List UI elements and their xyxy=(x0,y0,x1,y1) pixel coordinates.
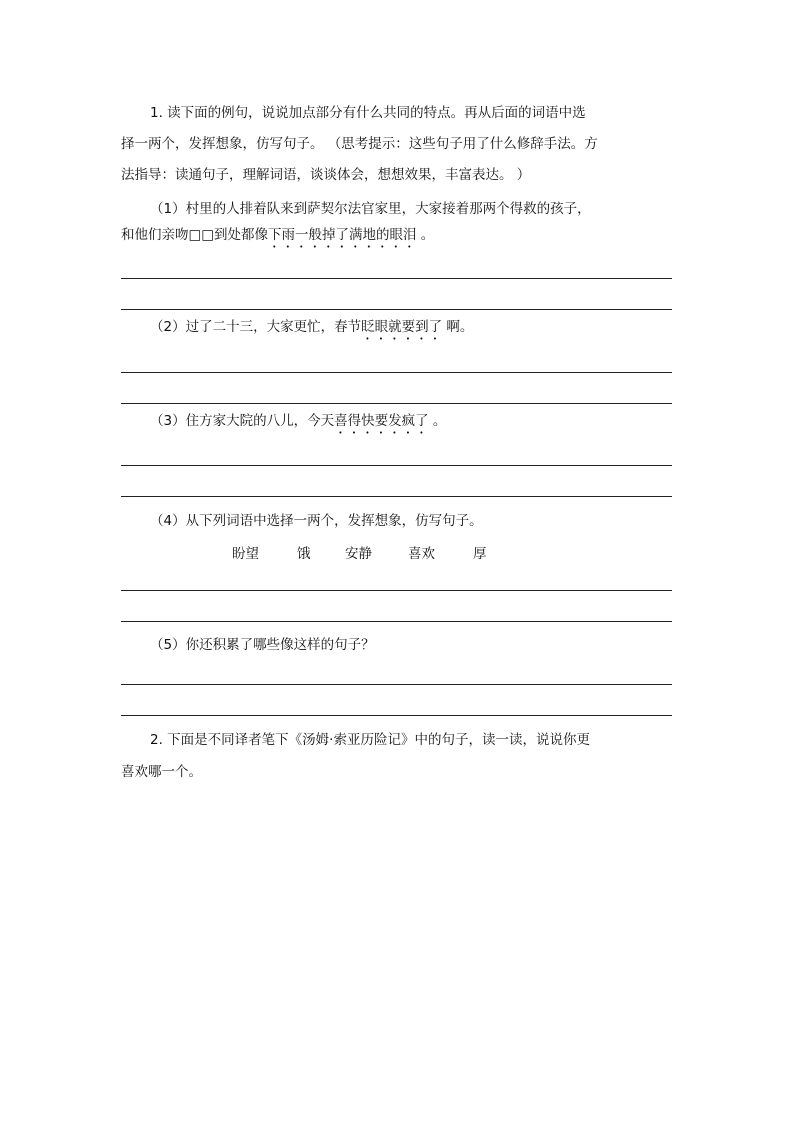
item3-text-end: 。 xyxy=(428,413,447,429)
item3-line xyxy=(150,411,446,437)
answer-line-1a[interactable] xyxy=(121,278,672,279)
q1-instruction-line2: 择一两个，发挥想象，仿写句子。 （思考提示：这些句子用了什么修辞手法。方 xyxy=(121,136,598,152)
answer-line-3a[interactable] xyxy=(121,465,672,466)
item5-line: （5）你还积累了哪些像这样的句子？ xyxy=(150,637,375,653)
answer-line-5b[interactable] xyxy=(121,715,672,716)
item2-text-end: 啊。 xyxy=(442,319,474,335)
q2-line1: 2. 下面是不同译者笔下《汤姆·索亚历险记》中的句子，读一读，说说你更 xyxy=(150,732,590,748)
q1-instruction-line1: 1. 读下面的例句，说说加点部分有什么共同的特点。再从后面的词语中选 xyxy=(150,105,586,121)
item4-line: （4）从下列词语中选择一两个，发挥想象，仿写句子。 xyxy=(150,513,483,529)
answer-line-5a[interactable] xyxy=(121,684,672,685)
item2-text-start: （2）过了二十三，大家更忙，春节 xyxy=(150,319,362,335)
item1-line2 xyxy=(121,225,434,251)
answer-line-1b[interactable] xyxy=(121,309,672,310)
item1-line1: （1）村里的人排着队来到萨契尔法官家里，大家接着那两个得救的孩子， xyxy=(150,201,591,217)
answer-line-4b[interactable] xyxy=(121,621,672,622)
answer-line-2b[interactable] xyxy=(121,403,672,404)
word-choice: 盼望 xyxy=(232,546,259,562)
item2-emphasized-phrase: 眨眼就要到了 xyxy=(361,319,443,335)
item1-text-end: 。 xyxy=(416,227,435,243)
item3-text-start: （3）住方家大院的八儿，今天 xyxy=(150,413,335,429)
word-choice: 喜欢 xyxy=(408,546,435,562)
item3-emphasized-phrase: 喜得快要发疯了 xyxy=(334,413,429,429)
answer-line-3b[interactable] xyxy=(121,496,672,497)
q2-line2: 喜欢哪一个。 xyxy=(121,764,202,780)
q1-instruction-line3: 法指导：读通句子，理解词语，谈谈体会，想想效果，丰富表达。 ） xyxy=(121,167,531,183)
answer-line-4a[interactable] xyxy=(121,590,672,591)
word-choice: 安静 xyxy=(345,546,372,562)
answer-line-2a[interactable] xyxy=(121,372,672,373)
word-choice: 厚 xyxy=(473,546,487,562)
item2-line xyxy=(150,317,473,343)
item1-text-start: 和他们亲吻□□到处都像 xyxy=(121,227,269,243)
word-choices xyxy=(0,542,794,564)
item1-emphasized-phrase: 下雨一般掉了满地的眼泪 xyxy=(268,227,417,243)
word-choice: 饿 xyxy=(297,546,311,562)
